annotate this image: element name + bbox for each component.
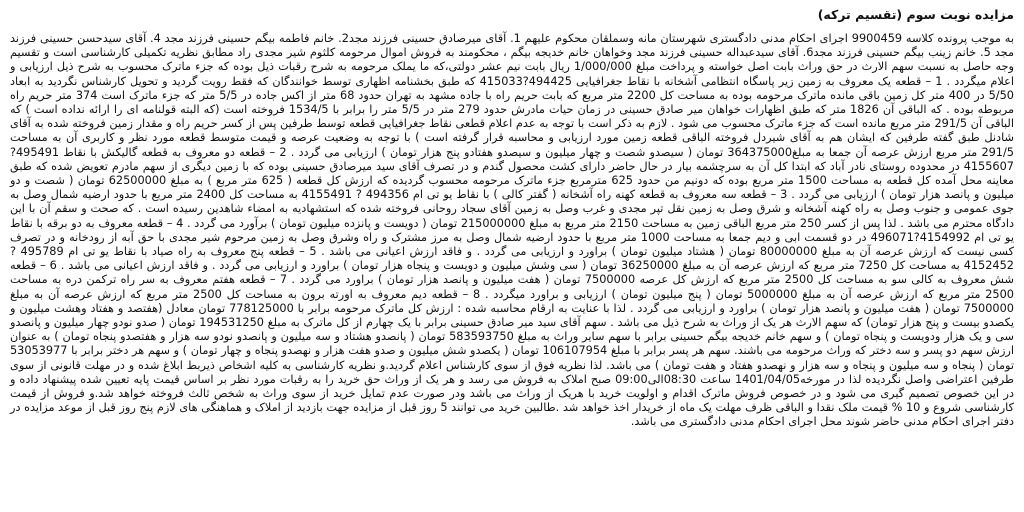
notice-body: به موجب پرونده کلاسه 9900459 اجرای احکام مدنی دادگستری شهرستان مانه وسملقان محکوم علیهم 1. آقای میرصادق حسینی فرزند مجد2. خانم فاطمه بیگم حسینی فرزند مجد 4. آقای سیدحسن حسینی فرزند مجد 5. خانم زینب بیگم حسینی فرزند مجد6. آقای سیدعبداله حسینی فرزند مجد وخواهان خانم خدیجه بیگم ، محکومند به فروش اموال مرحومه کلثوم شیر مجدی راد مطابق نظریه تکمیلی کارشناسی است و تقسیم وجه حاصل به نسبت سهم الارث در حق وراث بابت اصل خواسته و پرداخت مبلغ 1/000/000 ریال بابت نیم عشر دولتی،که ما یملک مرحومه به شرح رقبات ذیل بوده که جزء ماترک محسوب به شرح ذیل ارزیابی و اعلام میگردد . 1 – قطعه یک معروف به زمین زیر پاسگاه انتظامی آشخانه با نقاط جغرافیایی 494425?415033 که طبق بخشنامه اظهاری توسط خوانندگان که فقط رویت گردید و تحویل کارشناس نگردید به ابعاد 5/50 در 400 متر کل زمین باقی مانده ماترک مرحومه بوده به مساحت کل 2200 متر مربع که بابت حریم راه با جاده مشهد به تهران حدود 68 متر از اکس جاده در 5/5 متر که جزء ماترک است 374 متر حریم راه مربوطه بوده . که الباقی آن 1826 متر که طبق اظهارات خواهان میر صادق حسینی در زمان حیات مادرش حدود 279 متر در 5/5 متر را برابر با 1534/5 فروخته است (که البته قولنامه ای را ارائه نداده است ) که الباقی آن 291/5 متر مربع مانده است که جزء ماترک محسوب می شود . لازم به ذکر است با توجه به عدم اعلام قطعی نقاط جغرافیایی قطعه توسط طرفین پس از کسر حریم راه و مقدار زمین فروخته شده به آقای شادنل طبق گفته طرفین که ایشان هم به آقای شیردل فروخته الباقی قطعه زمین مورد ارزیابی و محاسبه قرار گرفته است ) با توجه به وضعیت عرصه و قیمت متوسط قطعه مورد نظر و کاربری آن به مساحت 291/5 متر مربع ارزش عرصه آن جمعا به مبلغ364375000 تومان ( سیصدو شصت و چهار میلیون و سیصدو هفتادو پنج هزار تومان ) ارزیابی می گردد . 2 – قطعه دو معروف به قطعه گالیکش با نقاط 495491?4155607 در محدوده روستای نادر آباد که ابتدا کل آن به سرچشمه بیار در حال حاضر دارای کشت محصول گندم و در تصرف آقای سید میرصادق حسینی بوده که با زمین دیگری از سهم مادرم تعویض شده که طبق معاینه محل آمده کل قطعه به مساحت 1500 متر مربع بوده که دونیم من حدود 625 مترمربع جزء ماترک مرحومه محسوب گردیده که ارزش کل قطعه ( 625 متر مربع ) به مبلغ 62500000 تومان ( شصت و دو میلیون و پانصد هزار تومان ) ارزیابی می گردد . 3 – قطعه سه معروف به قطعه کهنه راه آشخانه ( گفتر کالی ) با نقاط یو تی ام 494356 ? 4155491 به مساحت کل 2400 متر مربع با حدود ارضیه شمال وصل به جوی عمومی و جنوب وصل به راه کهنه آشخانه و شرق وصل به زمین نقل تپر مجدی و غرب وصل به زمین آقای سجاد روحانی فروخته شده که استشهادیه به امضاء شاهدین رسیده است . که صحت و سقم آن با این دادگاه محترم می باشد . لذا پس از کسر 250 متر مربع الباقی زمین به مساحت 2150 متر مربع به مبلغ 215000000 تومان ( دویست و پانزده میلیون تومان ) برآورد می گردد . 4 – قطعه معروف به دو برقه با نقاط یو تی ام 4154992?496071 در دو قسمت ابی و دیم جمعا به مساحت 1000 متر مربع با حدود ارضیه شمال وصل به مرز مشترک و راه وشرق وصل به زمین مرحوم شیر مجدی با حق آبه از رودخانه و در تصرف کسی نیست که ارزش عرصه آن به مبلغ 80000000 تومان ( هشتاد میلیون تومان ) براورد و ارزیابی می گردد . و فاقد ارزش اعیانی می باشد . 5 – قطعه پنج معروف به راه صیاد با نقاط یو تی ام 495789 ?4152452 به مساحت کل 7250 متر مربع که ارزش عرصه آن به مبلغ 36250000 تومان ( سی وشش میلیون و دویست و پنجاه هزار تومان ) براورد و ارزیابی می گردد . و فاقد ارزش اعیانی می باشد . 6 – قطعه شش معروف به کالی سو به مساحت کل 2500 متر مربع که ارزش کل عرصه 7500000 تومان ( هفت میلیون و پانصد هزار تومان ) براورد می گردد . 7 – قطعه هفتم معروف به سر راه ترکمن دره به مساحت 2500 متر مربع که ارزش عرصه آن به مبلغ 5000000 تومان ( پنج میلیون تومان ) ارزیابی و براورد میگردد . 8 – قطعه دیم معروف به اورته برون به مساحت کل 2500 متر مربع که ارزش عرصه آن به مبلغ 7500000 تومان ( هفت میلیون و پانصد هزار تومان ) براورد و ارزیابی می گردد . لذا با عنایت به ارقام محاسبه شده : ارزش کل ماترک مرحومه برابر با 778125000 تومان معادل (هفتصد و هفتاد وهشت میلیون و یکصدو بیست و پنج هزار تومان) که سهم الارث هر یک از وراث به شرح ذیل می باشد . سهم آقای سید میر صادق حسینی برابر با یک چهارم از کل ماترک به مبلغ 194531250 تومان ( صدو نودو چهار میلیون و پانصدو سی و یک هزار ودویست و پنجاه تومان ) و سهم خانم خدیجه بیگم حسینی برابر با سهم سایر وراث به مبلغ 583593750 تومان ( پانصدو هشتاد و سه میلیون و پانصدو نودو سه هزار و هفتصدو پنجاه تومان ) به عنوان ارزش سهم دو پسر و سه دختر که وراث مرحومه می باشند. سهم هر پسر برابر با مبلغ 106107954 تومان ( یکصدو شش میلیون و صدو هفت هزار و نهصدو پنجاه و چهار تومان ) و سهم هر دختر برابر با 53053977 تومان ( پنجاه و سه میلیون و پنجاه و سه هزار و نهصدو هفتاد و هفت تومان ) می باشد. لذا نظریه فوق از سوی کارشناس اعلام گردید.و نظریه کارشناسی به کلیه اشخاص ذیربط ابلاغ شده و در مهلت قانونی از سوی طرفین اعتراضی واصل نگردیده لذا در مورخه1401/04/05 ساعت 08:30الی09:00 صبح املاک به فروش می رسد و هر یک از وراث حق خرید را به رقبات مورد نظر بر اساس قیمت پایه تعیین شده پیشنهاد داده و در این خصوص تصمیم گیری می شود و در خصوص فروش ماترک اقدام و اولویت خرید با هریک از وراث می باشد ودر صورت عدم تمایل خرید از سوی وراث به شخص ثالث فروخته خواهد شد.و فروش از قیمت کارشناسی شروع و 10 % قیمت ملک نقدا و الباقی ظرف مهلت یک ماه از خریدار اخذ خواهد شد .طالبین خرید می توانند 5 روز قبل از مزایده جهت بازدید از املاک و هماهنگی های لازم پنج روز قبل از موعد مزایده در دفتر اجرای احکام مدنی حاضر شوند محل اجرای احکام مدنی دادگستری می باشد. [10,32,1015,429]
notice-title: مزایده نوبت سوم (تقسیم ترکه) [817,7,1014,22]
